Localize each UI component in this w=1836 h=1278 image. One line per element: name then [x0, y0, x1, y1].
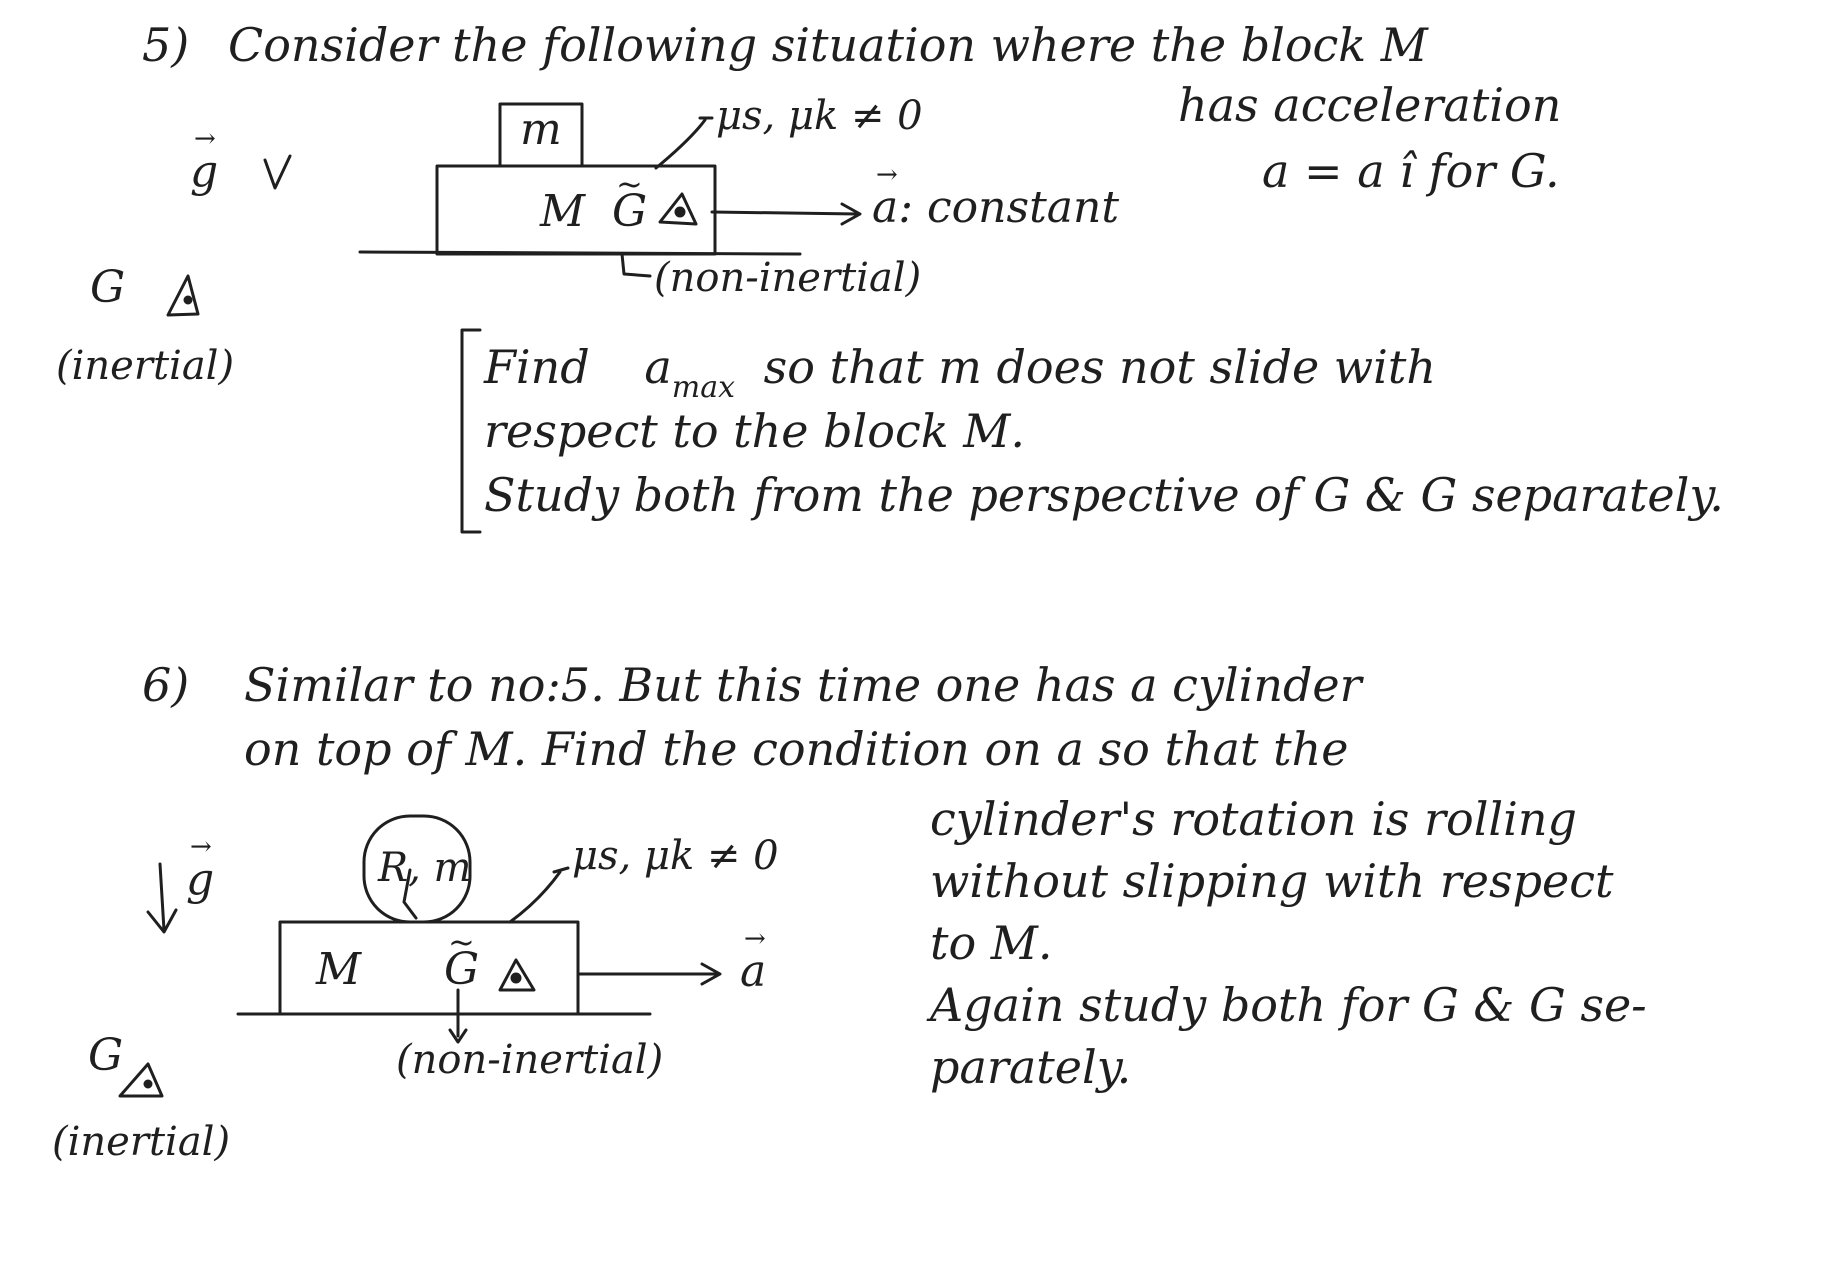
p6-G-label: G — [88, 1030, 124, 1081]
p6-gravity-label: → g — [186, 858, 214, 902]
p5-number: 5) — [142, 18, 190, 72]
p6-frame-label: ~ G — [444, 948, 479, 992]
p5-friction-label: μs, μk ≠ 0 — [716, 93, 923, 139]
p5-frame-label: ~ G — [612, 190, 647, 234]
p6-line7: parately. — [930, 1040, 1132, 1094]
p5-gravity-label: → g — [190, 150, 218, 194]
p5-task-line1 — [484, 340, 1437, 405]
p5-G-label: G — [90, 262, 126, 313]
p5-intro-line2: has acceleration — [1178, 78, 1562, 132]
p5-accel-equation: a = a î for G. — [1262, 144, 1560, 198]
p6-inertial-label: (inertial) — [52, 1119, 231, 1165]
p5-noninertial-pointer — [622, 254, 650, 276]
p5-task-find: Find — [484, 340, 590, 394]
p6-line4: without slipping with respect — [930, 854, 1614, 908]
p6-friction-pointer — [510, 872, 560, 922]
p6-line6: Again study both for G & G se- — [930, 978, 1647, 1032]
p5-friction-pointer — [656, 120, 705, 168]
p6-friction-label: μs, μk ≠ 0 — [572, 833, 779, 879]
p6-big-block-label: M — [316, 944, 362, 995]
p6-gravity-arrow — [148, 864, 176, 932]
p5-inertial-label: (inertial) — [56, 343, 235, 389]
p6-inertial-observer-icon — [120, 1064, 162, 1096]
p5-intro: Consider the following situation where the block M — [228, 18, 1428, 72]
p5-gravity-arrow — [265, 156, 290, 188]
p5-noninertial-label: (non-inertial) — [654, 255, 922, 301]
p6-line2: on top of M. Find the condition on a so that the — [244, 722, 1349, 776]
p5-task-amax: a — [644, 340, 672, 394]
p5-inertial-observer-icon — [168, 276, 198, 315]
p5-small-block-label: m — [520, 104, 562, 155]
p6-line5: to M. — [930, 916, 1053, 970]
p5-task-line2: respect to the block M. — [484, 404, 1025, 458]
p6-number: 6) — [142, 658, 190, 712]
p6-line1: Similar to no:5. But this time one has a cylinder — [244, 658, 1362, 712]
p5-task-bracket — [462, 330, 480, 532]
p6-accel-label: → a — [740, 950, 766, 994]
p6-line3: cylinder's rotation is rolling — [930, 792, 1577, 846]
p5-big-block-label: M — [540, 186, 586, 237]
p5-task-line3: Study both from the perspective of G & G separately. — [484, 468, 1724, 522]
p5-task-amax-sub: max — [671, 370, 736, 405]
p6-cylinder-label: R, m — [378, 845, 472, 891]
p5-accel-arrow — [712, 212, 858, 214]
p5-accel-label: → a: constant — [872, 186, 1119, 230]
p6-noninertial-label: (non-inertial) — [396, 1037, 664, 1083]
p5-task-rest: so that m does not slide with — [763, 340, 1437, 394]
